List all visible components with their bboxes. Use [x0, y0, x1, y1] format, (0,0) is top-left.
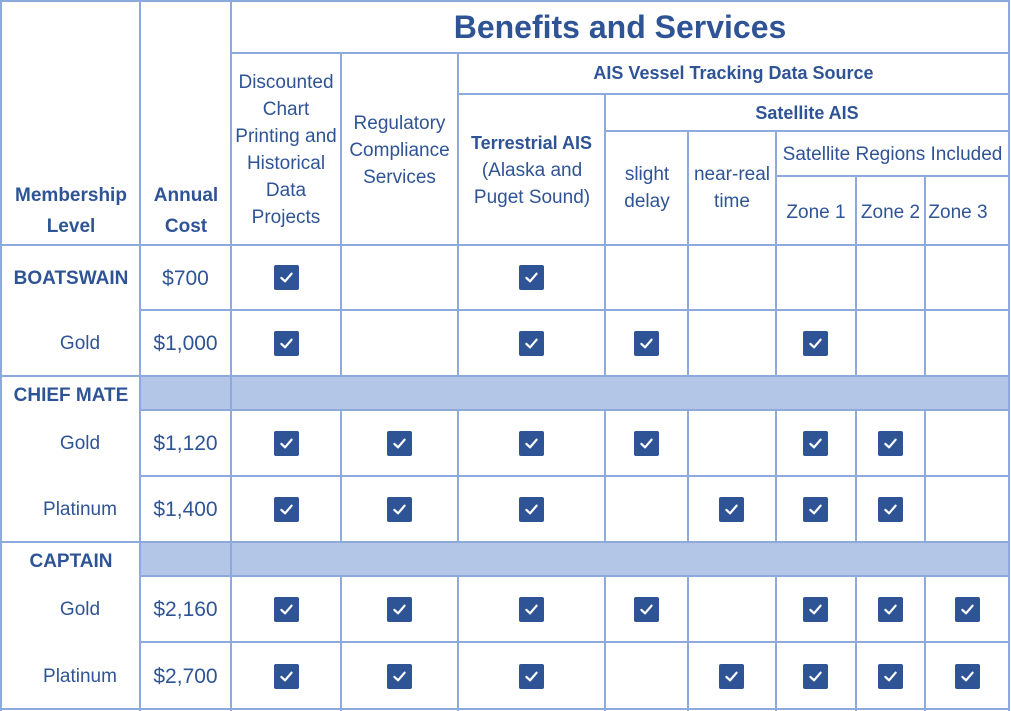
near-real-time-header: near-real time: [693, 164, 771, 212]
checkmark-icon: [803, 664, 828, 689]
checkmark-icon: [878, 431, 903, 456]
row-level: Gold: [59, 333, 101, 354]
checkmark-icon: [387, 597, 412, 622]
checkmark-icon: [274, 431, 299, 456]
checkmark-icon: [803, 431, 828, 456]
row-level: BOATSWAIN: [13, 267, 129, 289]
checkmark-icon: [519, 597, 544, 622]
checkmark-icon: [274, 664, 299, 689]
checkmark-icon: [387, 431, 412, 456]
satellite-ais-header: Satellite AIS: [755, 102, 859, 123]
row-cost: $1,400: [153, 498, 218, 521]
zone-3-header: Zone 3: [928, 201, 988, 223]
chief-mate-band: [139, 376, 1010, 410]
slight-delay-header: slight delay: [624, 164, 670, 212]
checkmark-icon: [955, 664, 980, 689]
checkmark-icon: [719, 497, 744, 522]
row-level: Gold: [59, 433, 101, 454]
terrestrial-ais-subheader: (Alaska and Puget Sound): [473, 160, 591, 208]
zone-1-header: Zone 1: [786, 201, 846, 223]
terrestrial-ais-header: Terrestrial AIS: [470, 133, 593, 153]
page-title: Benefits and Services: [453, 9, 787, 45]
row-level: Gold: [59, 599, 101, 620]
captain-band: [139, 542, 1010, 576]
regions-included-header: Satellite Regions Included: [782, 143, 1003, 165]
checkmark-icon: [878, 497, 903, 522]
checkmark-icon: [519, 265, 544, 290]
row-cost: $1,120: [153, 432, 218, 455]
discounted-chart-header: Discounted Chart Printing and Historical Data Projects: [235, 72, 337, 228]
row-level: Platinum: [43, 665, 117, 687]
row-level: Platinum: [43, 499, 117, 520]
zone-2-header: Zone 2: [860, 201, 921, 223]
checkmark-icon: [719, 664, 744, 689]
checkmark-icon: [803, 331, 828, 356]
annual-cost-header: Annual Cost: [153, 185, 219, 237]
checkmark-icon: [519, 431, 544, 456]
checkmark-icon: [634, 431, 659, 456]
checkmark-icon: [803, 497, 828, 522]
group-label-chief-mate: CHIEF MATE: [13, 384, 129, 406]
ais-source-header: AIS Vessel Tracking Data Source: [593, 63, 874, 83]
checkmark-icon: [519, 331, 544, 356]
regulatory-header: Regulatory Compliance Services: [349, 112, 450, 188]
group-label-captain: CAPTAIN: [29, 550, 113, 572]
checkmark-icon: [519, 497, 544, 522]
row-cost: $2,160: [153, 598, 218, 621]
checkmark-icon: [274, 497, 299, 522]
checkmark-icon: [878, 664, 903, 689]
checkmark-icon: [634, 331, 659, 356]
checkmark-icon: [274, 597, 299, 622]
checkmark-icon: [274, 265, 299, 290]
checkmark-icon: [387, 497, 412, 522]
checkmark-icon: [878, 597, 903, 622]
checkmark-icon: [387, 664, 412, 689]
checkmark-icon: [955, 597, 980, 622]
row-cost: $2,700: [153, 664, 218, 688]
membership-level-header: Membership Level: [15, 185, 127, 237]
checkmark-icon: [274, 331, 299, 356]
checkmark-icon: [634, 597, 659, 622]
row-cost: $700: [162, 266, 209, 290]
checkmark-icon: [519, 664, 544, 689]
row-cost: $1,000: [153, 332, 218, 355]
checkmark-icon: [803, 597, 828, 622]
